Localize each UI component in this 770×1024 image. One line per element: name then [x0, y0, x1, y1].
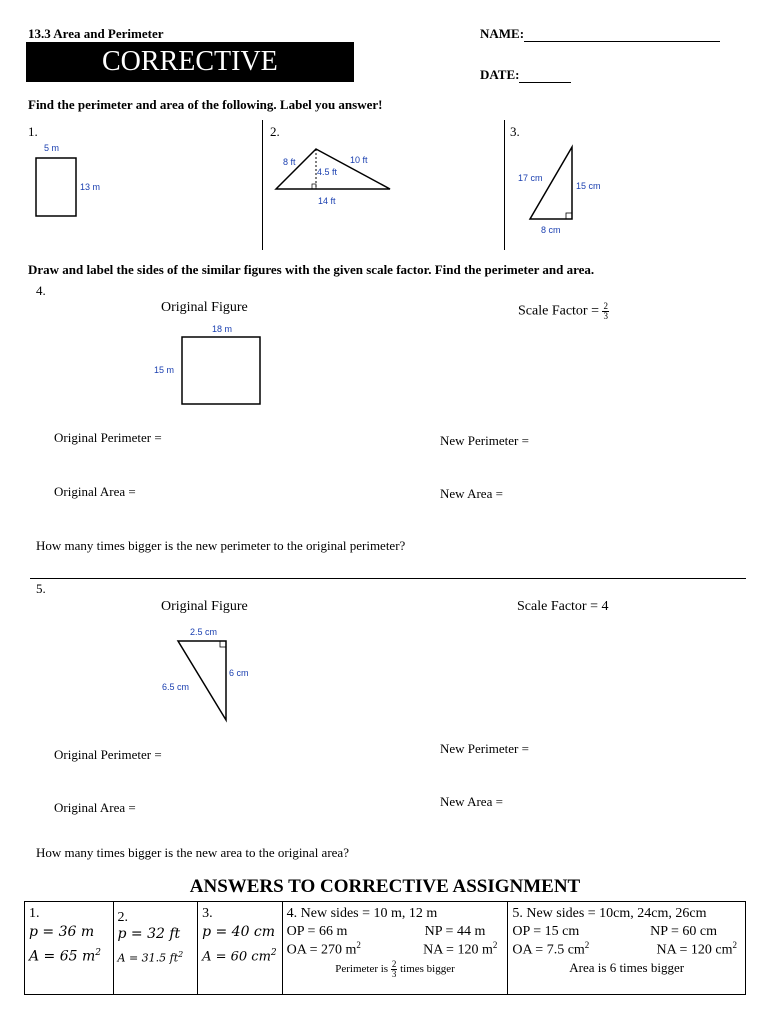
p4-rectangle [180, 335, 264, 407]
problem-1-number: 1. [28, 124, 38, 139]
p4-question: How many times bigger is the new perimeter to the original perimeter? [36, 538, 406, 553]
fig3-side-label: 15 cm [576, 181, 601, 191]
name-label: NAME: [480, 26, 525, 41]
p5-question: How many times bigger is the new area to the original area? [36, 845, 349, 860]
p4-new-area: New Area = [440, 486, 503, 501]
p4-scale-factor-label: Scale Factor = [518, 303, 599, 319]
fig3-hyp-label: 17 cm [518, 173, 543, 183]
answers-title: ANSWERS TO CORRECTIVE ASSIGNMENT [189, 876, 581, 897]
answer-5-np: NP = 60 cm [650, 924, 717, 939]
answer-1-area: A = 65 $m^2$ [29, 948, 102, 965]
answer-2-area: A = 31.5 $ft^2$ [117, 950, 184, 965]
answers-table [24, 901, 746, 995]
answer-4-oa: OA = 270 $m^2$ [286, 940, 361, 958]
p4-scale-factor [518, 302, 609, 321]
p4-scale-fraction: $\frac{2}{3}$ [603, 301, 608, 321]
date-label: DATE: [480, 67, 520, 82]
answer-2-perimeter: p = 32 ft [117, 926, 181, 942]
fig1-top-label: 5 m [44, 143, 60, 153]
answer-cell-1 [25, 902, 114, 995]
answer-4-na: NA = 120 $m^2$ [423, 940, 498, 958]
p5-hyp-label: 6.5 cm [162, 682, 190, 692]
fig2-height-label: 4.5 ft [317, 167, 338, 177]
p4-orig-area: Original Area = [54, 484, 136, 499]
fig2-right-label: 10 ft [350, 155, 368, 165]
answer-cell-4 [282, 902, 508, 995]
name-field[interactable] [480, 26, 720, 42]
section-divider [30, 578, 746, 579]
part1-instruction: Find the perimeter and area of the following. Label you answer! [28, 97, 383, 112]
p5-original-figure-label: Original Figure [161, 599, 248, 614]
answer-3-area: A = 60 $cm^2$ [202, 948, 277, 965]
p4-top-label: 18 m [212, 324, 233, 334]
problem-3-number: 3. [510, 124, 520, 139]
answer-5-op: OP = 15 cm [512, 924, 580, 939]
answer-4-new-sides: 4. New sides = 10 m, 12 m [286, 906, 438, 921]
answer-1-perimeter: p = 36 m [29, 924, 95, 940]
p5-side-label: 6 cm [229, 668, 249, 678]
answer-1-number: 1. [29, 906, 40, 921]
p5-orig-perimeter: Original Perimeter = [54, 747, 162, 762]
p4-original-figure-label: Original Figure [161, 300, 248, 315]
p4-orig-perimeter: Original Perimeter = [54, 430, 162, 445]
date-field[interactable] [480, 67, 571, 83]
answer-5-oa: OA = 7.5 $cm^2$ [512, 940, 590, 958]
fig3-base-label: 8 cm [541, 225, 561, 235]
answer-5-new-sides: 5. New sides = 10cm, 24cm, 26cm [512, 906, 707, 921]
p5-top-label: 2.5 cm [190, 627, 218, 637]
p5-right-triangle [170, 634, 240, 724]
problem-4-number: 4. [36, 283, 46, 298]
name-blank[interactable] [524, 41, 720, 42]
p4-new-perimeter: New Perimeter = [440, 433, 529, 448]
section-title: 13.3 Area and Perimeter [28, 26, 164, 41]
answer-3-perimeter: p = 40 cm [202, 924, 276, 940]
corrective-banner: CORRECTIVE [26, 42, 354, 82]
part2-instruction: Draw and label the sides of the similar figures with the given scale factor. Find the perimeter and area. [28, 262, 595, 277]
fig1-side-label: 13 m [80, 182, 101, 192]
answer-5-na: NA = 120 $cm^2$ [656, 940, 737, 958]
p5-scale-factor: Scale Factor = 4 [517, 599, 609, 614]
p5-new-perimeter: New Perimeter = [440, 741, 529, 756]
fig2-base-label: 14 ft [318, 196, 336, 206]
answer-4-note: Perimeter is $\frac{2}{3}$ times bigger [335, 958, 455, 979]
date-blank[interactable] [519, 82, 571, 83]
p5-orig-area: Original Area = [54, 800, 136, 815]
answer-5-note: Area is 6 times bigger [569, 959, 685, 975]
answer-3-number: 3. [202, 906, 213, 921]
answer-cell-5 [508, 902, 746, 995]
problem-5-number: 5. [36, 581, 46, 596]
column-divider [504, 120, 505, 250]
p5-new-area: New Area = [440, 794, 503, 809]
answer-cell-3 [198, 902, 283, 995]
p4-side-label: 15 m [154, 365, 175, 375]
answer-2-number: 2. [117, 910, 128, 925]
fig2-left-label: 8 ft [283, 157, 296, 167]
answer-4-op: OP = 66 m [286, 924, 348, 939]
answer-cell-2 [113, 902, 198, 995]
answer-4-np: NP = 44 m [424, 924, 486, 939]
problem-2-number: 2. [270, 124, 280, 139]
column-divider [262, 120, 263, 250]
